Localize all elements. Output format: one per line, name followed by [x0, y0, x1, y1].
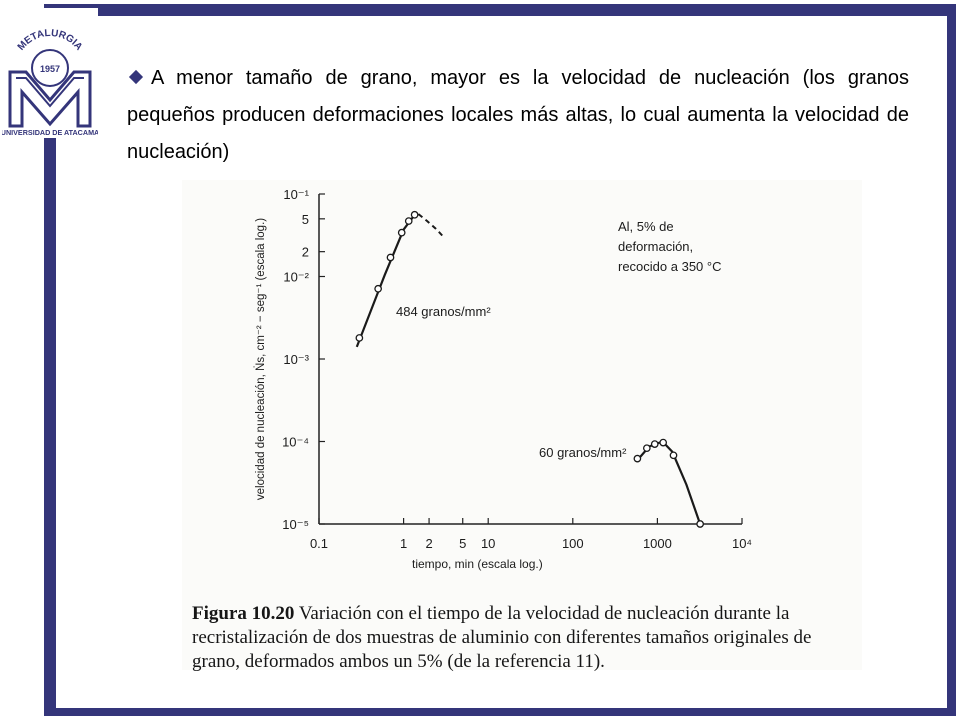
series-1-point-2: [652, 441, 658, 447]
y-tick-label-4: 10⁻³: [283, 352, 309, 367]
frame-bottom-bar: [44, 708, 956, 716]
annotation-line-2: recocido a 350 °C: [618, 259, 722, 274]
university-logo-graphic: [2, 8, 98, 138]
y-tick-label-3: 10⁻²: [283, 269, 309, 285]
x-tick-label-2: 2: [425, 536, 433, 551]
series-0-point-0: [356, 335, 362, 341]
x-tick-label-1: 1: [399, 536, 408, 551]
x-tick-label-7: 10⁴: [731, 536, 753, 551]
y-tick-label-2: 2: [301, 244, 309, 260]
annotation-line-0: Al, 5% de: [618, 219, 674, 234]
caption-text: Variación con el tiempo de la velocidad de nucleación durante la recristalización de dos muestras de aluminio con diferentes tamaños originales de grano, deformados ambos un 5% (de la referencia 11).: [192, 603, 812, 672]
x-tick-label-5: 100: [561, 536, 584, 551]
y-tick-label-5: 10⁻⁴: [282, 434, 309, 450]
series-1-label: 60 granos/mm²: [539, 445, 627, 460]
logo-arc-text: METALURGIA: [15, 27, 85, 53]
series-0-point-1: [375, 286, 381, 292]
series-1-point-0: [634, 455, 640, 461]
series-0-label: 484 granos/mm²: [396, 304, 491, 319]
bullet-paragraph: [127, 60, 909, 171]
logo-year: 1957: [39, 64, 61, 74]
y-axis-label: velocidad de nucleación, Ṅs, cm⁻² − seg⁻¹ (escala log.): [255, 217, 267, 501]
x-tick-label-4: 10: [480, 536, 496, 551]
series-1-point-1: [644, 445, 650, 451]
bullet-text: A menor tamaño de grano, mayor es la velocidad de nucleación (los granos pequeños producen deformaciones locales más altas, lo cual aumenta la velocidad de nucleación): [127, 67, 909, 163]
figure-scan: [182, 180, 862, 670]
series-1-point-5: [697, 521, 703, 527]
series-0-point-5: [411, 212, 417, 218]
university-logo: [2, 8, 98, 138]
logo-m-letter: [10, 72, 90, 126]
series-1-point-3: [660, 439, 666, 445]
series-0-line: [357, 214, 419, 347]
series-0-point-3: [399, 229, 405, 235]
annotation-line-1: deformación,: [618, 239, 694, 254]
y-tick-label-6: 10⁻⁵: [282, 517, 309, 532]
series-0-point-4: [406, 218, 412, 224]
x-axis-label: tiempo, min (escala log.): [412, 557, 543, 571]
nucleation-chart: [182, 180, 862, 600]
y-tick-label-0: 10⁻¹: [283, 187, 309, 202]
frame-top-bar: [44, 4, 956, 16]
logo-bottom-text: UNIVERSIDAD DE ATACAMA: [2, 128, 98, 137]
series-0-dashed-line: [419, 214, 443, 236]
series-0-point-2: [387, 254, 393, 260]
bullet-diamond-icon: [129, 70, 143, 84]
frame-right-bar: [947, 4, 956, 716]
y-tick-label-1: 5: [301, 211, 309, 227]
caption-label: Figura 10.20: [192, 603, 295, 624]
figure-caption: [192, 602, 862, 674]
x-tick-label-0: 0.1: [309, 536, 329, 551]
series-1-point-4: [670, 452, 676, 458]
x-tick-label-6: 1000: [642, 536, 672, 551]
series-1-line: [636, 442, 700, 525]
x-tick-label-3: 5: [459, 536, 467, 551]
